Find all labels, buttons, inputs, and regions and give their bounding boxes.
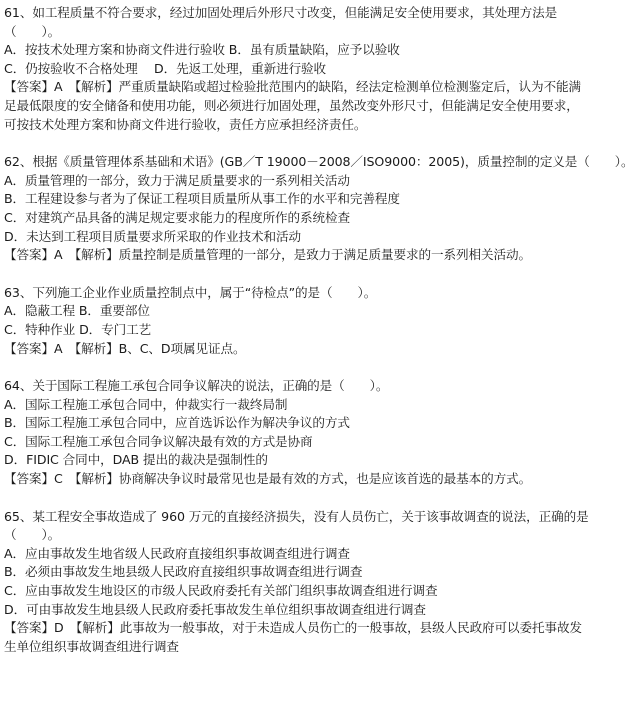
question-stem: 63、下列施工企业作业质量控制点中，属于“待检点”的是（ ）。: [4, 284, 377, 300]
question-block: [4, 153, 636, 265]
document: [4, 4, 636, 675]
question-stem: （ ）。: [4, 23, 61, 39]
question-block: [4, 4, 636, 134]
question-option: C．特种作业 D．专门工艺: [4, 321, 152, 337]
question-stem: 65、某工程安全事故造成了 960 万元的直接经济损失，没有人员伤亡，关于该事故调查的说法，正确的是: [4, 508, 589, 524]
question-option: B．国际工程施工承包合同中，应首选诉讼作为解决争议的方式: [4, 415, 350, 431]
question-option: D．FIDIC 合同中，DAB 提出的裁决是强制性的: [4, 452, 268, 468]
answer-explanation: 【答案】A 【解析】严重质量缺陷或超过检验批范围内的缺陷，经法定检测单位检测鉴定后，认为不能满: [4, 79, 581, 95]
answer-explanation: 【答案】A 【解析】质量控制是质量管理的一部分，是致力于满足质量要求的一系列相关活动。: [4, 247, 531, 263]
question-option: B．工程建设参与者为了保证工程项目质量所从事工作的水平和完善程度: [4, 191, 400, 207]
question-option: A．国际工程施工承包合同中，仲裁实行一裁终局制: [4, 396, 288, 412]
question-block: [4, 377, 636, 489]
question-block: [4, 508, 636, 657]
question-stem: （ ）。: [4, 527, 61, 543]
answer-explanation: 足最低限度的安全储备和使用功能，则必须进行加固处理，虽然改变外形尺寸，但能满足安全使用要求，: [4, 97, 579, 113]
question-option: C．仍按验收不合格处理 D．先返工处理，重新进行验收: [4, 60, 327, 76]
question-stem: 61、如工程质量不符合要求，经过加固处理后外形尺寸改变，但能满足安全使用要求，其处理方法是: [4, 5, 558, 20]
question-stem: 64、关于国际工程施工承包合同争议解决的说法，正确的是（ ）。: [4, 378, 389, 394]
question-option: A．应由事故发生地省级人民政府直接组织事故调查组进行调查: [4, 545, 350, 561]
question-option: C．应由事故发生地设区的市级人民政府委托有关部门组织事故调查组进行调查: [4, 583, 438, 599]
question-option: C．对建筑产品具备的满足规定要求能力的程度所作的系统检查: [4, 209, 351, 225]
question-option: C．国际工程施工承包合同争议解决最有效的方式是协商: [4, 433, 313, 449]
question-stem: 62、根据《质量管理体系基础和术语》(GB／T 19000－2008／ISO9000：2005)，质量控制的定义是（ ）。: [4, 154, 634, 170]
question-option: D．可由事故发生地县级人民政府委托事故发生单位组织事故调查组进行调查: [4, 601, 426, 617]
question-option: A．质量管理的一部分，致力于满足质量要求的一系列相关活动: [4, 172, 350, 188]
question-option: D．未达到工程项目质量要求所采取的作业技术和活动: [4, 228, 301, 244]
question-option: A．隐蔽工程 B．重要部位: [4, 303, 150, 319]
answer-explanation: 可按技术处理方案和协商文件进行验收，责任方应承担经济责任。: [4, 116, 367, 132]
answer-explanation: 【答案】C 【解析】协商解决争议时最常见也是最有效的方式，也是应该首选的最基本的方式。: [4, 471, 532, 487]
answer-explanation: 【答案】A 【解析】B、C、D项属见证点。: [4, 340, 246, 356]
answer-explanation: 生单位组织事故调查组进行调查: [4, 638, 179, 654]
question-option: A．按技术处理方案和协商文件进行验收 B．虽有质量缺陷，应予以验收: [4, 42, 400, 58]
answer-explanation: 【答案】D 【解析】此事故为一般事故，对于未造成人员伤亡的一般事故，县级人民政府可以委托事故发: [4, 620, 583, 636]
question-option: B．必须由事故发生地县级人民政府直接组织事故调查组进行调查: [4, 564, 363, 580]
question-block: [4, 284, 636, 358]
